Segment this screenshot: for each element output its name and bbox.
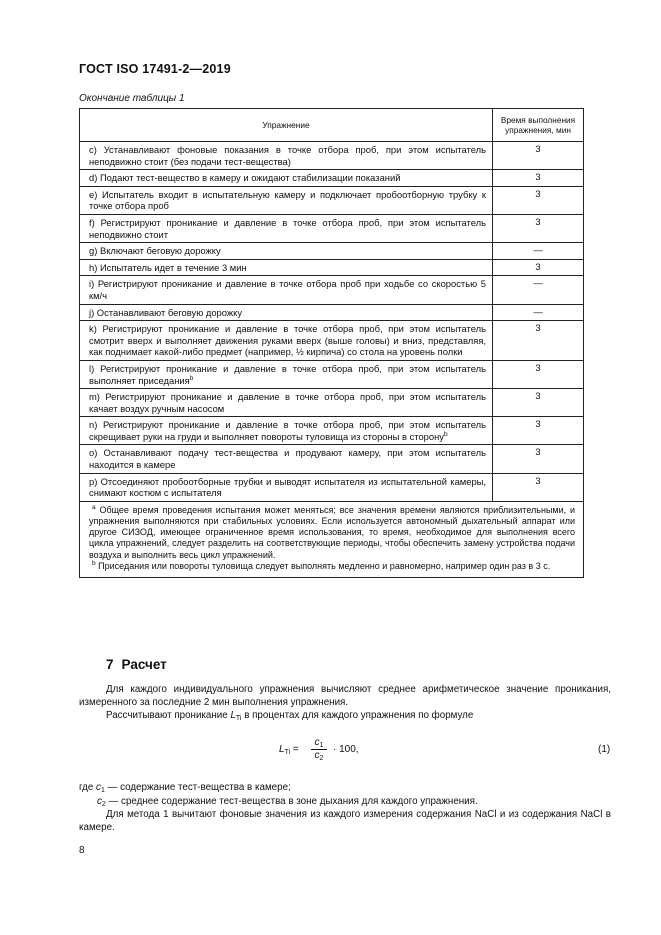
exercise-text: l) Регистрируют проникание и давление в точке отбора проб, при этом испытатель выполняет приседания [89, 362, 486, 386]
formula-lhs-var: L [279, 744, 285, 755]
note-b-mark: b [92, 559, 96, 567]
p2-sub: Ti [235, 715, 242, 722]
table-row [80, 276, 584, 304]
exercise-text: g) Включают беговую дорожку [89, 245, 221, 257]
paragraph-3: Для метода 1 вычитают фоновые значения из каждого измерения содержания NaCl и из содержания NaCl в камере. [79, 809, 611, 833]
exercise-cell [80, 142, 493, 170]
note-a-mark: a [92, 503, 96, 511]
table-row [80, 214, 584, 242]
page-number: 8 [79, 845, 85, 856]
time-cell: — [493, 243, 584, 260]
exercise-text: j) Останавливают беговую дорожку [89, 306, 243, 318]
table-row [80, 389, 584, 417]
table-row [80, 473, 584, 501]
note-b-text: Приседания или повороты туловища следует выполнять медленно и равномерно, например один раз в 3 с. [98, 560, 551, 571]
header-exercise: Упражнение [80, 109, 493, 142]
table-notes [80, 501, 584, 577]
table-caption: Окончание таблицы 1 [79, 93, 185, 104]
exercise-cell [80, 360, 493, 388]
exercise-cell [80, 473, 493, 501]
formula-eq: = [290, 744, 299, 755]
exercise-table [79, 108, 584, 578]
exercise-cell [80, 214, 493, 242]
paragraph-2 [79, 709, 611, 722]
note-a-text: Общее время проведения испытания может меняться; все значения времени являются приблизительными, и упражнения выполняются при стабильных условиях. Если используется автономный дыхательный аппарат или другое СИЗОД, имеющее ограниченное время использования, то время, необходимое для выполнения всего цикла упражнений, следует разделить на соответствующие периоды, чтобы обеспечить замену устройства подачи воздуха и выполнить весь цикл упражнений. [89, 504, 575, 560]
formula-lhs-sub: Ti [284, 749, 291, 756]
table-row [80, 321, 584, 361]
time-cell: 3 [493, 142, 584, 170]
footnote-ref: b [189, 374, 194, 382]
table-row [80, 417, 584, 445]
table-row [80, 304, 584, 321]
time-cell: 3 [493, 214, 584, 242]
time-cell: 3 [493, 389, 584, 417]
den-var: c [314, 750, 320, 761]
c2-text: — среднее содержание тест-вещества в зоне дыхания для каждого упражнения. [105, 796, 478, 807]
time-cell: 3 [493, 259, 584, 276]
exercise-text: h) Испытатель идет в течение 3 мин [89, 261, 247, 273]
time-cell: 3 [493, 170, 584, 187]
num-sub: 1 [319, 742, 324, 749]
num-var: c [314, 737, 320, 748]
time-cell: 3 [493, 186, 584, 214]
exercise-text: i) Регистрируют проникание и давление в точке отбора проб при ходьбе со скоростью 5 км/ч [89, 278, 486, 301]
exercise-cell [80, 259, 493, 276]
table-row [80, 445, 584, 473]
time-cell: 3 [493, 360, 584, 388]
exercise-cell [80, 170, 493, 187]
section-heading [106, 657, 167, 672]
exercise-text: p) Отсоединяют пробоотборные трубки и выводят испытателя из испытательной камеры, снимают костюм с испытателя [89, 475, 486, 499]
exercise-text: k) Регистрируют проникание и давление в точке отбора проб, при этом испытатель смотрит вверх и выполняет движения руками вверх (выше головы) и вниз, представляя, как поднимает какой-либо предмет (например, ½ кирпича) со стола на уровень полки [89, 323, 486, 358]
document-code: ГОСТ ISO 17491-2—2019 [79, 62, 231, 76]
formula-rhs: · 100, [333, 744, 359, 755]
formula-lhs [279, 744, 299, 755]
exercise-cell [80, 445, 493, 473]
where-prefix: где [79, 782, 97, 793]
where-c1 [79, 781, 611, 794]
table-row [80, 170, 584, 187]
table-body [80, 142, 584, 502]
table-row [80, 259, 584, 276]
p2-after: в процентах для каждого упражнения по формуле [241, 710, 474, 721]
equation-number: (1) [598, 744, 611, 755]
exercise-text: d) Подают тест-вещество в камеру и ожидают стабилизации показаний [89, 172, 401, 184]
c1-sub: 1 [100, 787, 105, 794]
section-title: Расчет [121, 657, 167, 672]
exercise-cell [80, 389, 493, 417]
time-cell: — [493, 304, 584, 321]
p2-before: Рассчитывают проникание [106, 710, 231, 721]
c1-var: c [96, 782, 101, 793]
c2-sub: 2 [101, 801, 106, 808]
exercise-text: f) Регистрируют проникание и давление в точке отбора проб, при этом испытатель неподвижно стоит [89, 216, 486, 240]
time-cell: 3 [493, 445, 584, 473]
den-sub: 2 [319, 755, 324, 762]
paragraph-1: Для каждого индивидуального упражнения вычисляют среднее арифметическое значение проникания, измеренного за последние 2 мин выполнения упражнения. [79, 684, 611, 708]
table-row [80, 243, 584, 260]
c1-text: — содержание тест-вещества в камере; [104, 782, 291, 793]
exercise-cell [80, 186, 493, 214]
formula-denominator [311, 750, 327, 761]
time-cell: — [493, 276, 584, 304]
formula-fraction [311, 737, 327, 761]
exercise-cell [80, 304, 493, 321]
exercise-cell [80, 243, 493, 260]
exercise-text: c) Устанавливают фоновые показания в точке отбора проб, при этом испытатель неподвижно стоит (без подачи тест-вещества) [89, 144, 486, 167]
c2-var: c [97, 796, 102, 807]
time-cell: 3 [493, 321, 584, 361]
exercise-text: n) Регистрируют проникание и давление в точке отбора проб, при этом испытатель скрещивает руки на груди и выполняет повороты туловища из стороны в сторону [89, 419, 486, 442]
exercise-cell [80, 417, 493, 445]
table-row [80, 186, 584, 214]
table-notes-row [80, 501, 584, 577]
header-time: Время выполнения упражнения, мин [493, 109, 584, 142]
formula-numerator [311, 737, 327, 750]
table-header-row [80, 109, 584, 142]
section-number: 7 [106, 657, 114, 672]
exercise-cell [80, 276, 493, 304]
table-row [80, 142, 584, 170]
exercise-cell [80, 321, 493, 361]
exercise-text: o) Останавливают подачу тест-вещества и продувают камеру, при этом испытатель находится в камере [89, 447, 486, 471]
where-c2 [97, 795, 611, 808]
p2-var: L [230, 710, 236, 721]
exercise-text: e) Испытатель входит в испытательную камеру и подключает пробоотборную трубку к точке отбора проб [89, 188, 486, 212]
exercise-text: m) Регистрируют проникание и давление в точке отбора проб, при этом испытатель качает воздух ручным насосом [89, 391, 486, 414]
time-cell: 3 [493, 417, 584, 445]
table-row [80, 360, 584, 388]
time-cell: 3 [493, 473, 584, 501]
footnote-ref: b [443, 430, 448, 438]
